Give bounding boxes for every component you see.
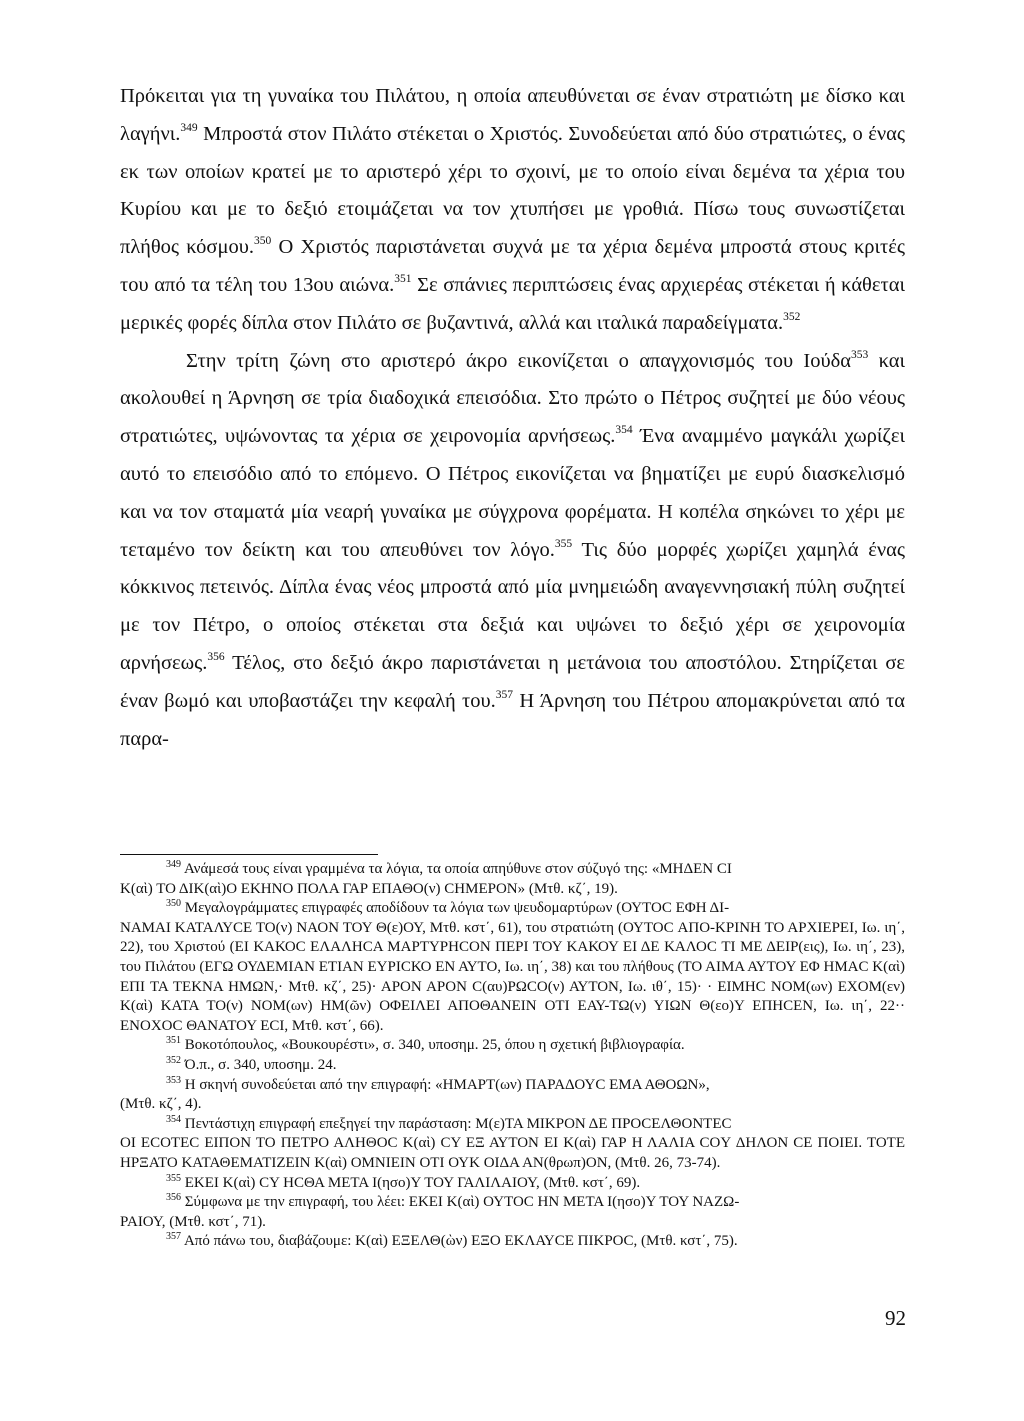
footnote-text-cont: ΝΑΜΑΙ ΚΑΤΑΛΥCΕ ΤΟ(ν) ΝΑΟΝ ΤΟΥ Θ(ε)ΟΥ, Μτθ. κστ΄, 61), του στρατιώτη (ΟΥΤΟC ΑΠΟ-ΚΡΙΝΗ ΤΟ ΑΡΧΙΕΡΕΙ, Ιω. ιη΄, 22), του Χριστού (ΕΙ ΚΑΚΟC ΕΛΑΛΗCΑ ΜΑΡΤΥΡΗCΟΝ ΠΕΡΙ ΤΟΥ ΚΑΚΟΥ ΕΙ ΔΕ ΚΑΛΟC ΤΙ ΜΕ ΔΕΙΡ(εις), Ιω. ιη΄, 23), του Πιλάτου (ΕΓΩ ΟΥΔΕΜΙΑΝ ΕΤΙΑΝ ΕΥΡΙCΚΟ ΕΝ ΑΥΤΟ, Ιω. ιη΄, 38) και του πλήθους (ΤΟ ΑΙΜΑ ΑΥΤΟΥ ΕΦ ΗΜΑC Κ(αὶ) ΕΠΙ ΤΑ ΤΕΚΝΑ ΗΜΩΝ,· Μτθ. κζ΄, 25)· ΑΡΟΝ ΑΡΟΝ C(αυ)ΡΩCΟ(ν) ΑΥΤΟΝ, Ιω. ιθ΄, 15)· · ΕΙΜΗC ΝΟΜ(ων) ΕΧΟΜ(εν) Κ(αὶ) ΚΑΤΑ ΤΟ(ν) ΝΟΜ(ων) ΗΜ(ῶν) ΟΦΕΙΛΕΙ ΑΠΟΘΑΝΕΙΝ ΟΤΙ ΕΑΥ-ΤΩ(ν) ΥΙΩΝ Θ(εο)Υ ΕΠΗCΕΝ, Ιω. ιη΄, 22·· ΕΝΟΧΟC ΘΑΝΑΤΟΥ ΕCΙ, Μτθ. κστ΄, 66). bbox=[120, 919, 905, 1034]
footnote-354 bbox=[120, 1115, 905, 1174]
footnote-text-cont: (Μτθ. κζ΄, 4). bbox=[120, 1096, 202, 1113]
paragraph-1 bbox=[120, 78, 905, 343]
footnote-353 bbox=[120, 1076, 905, 1115]
footnote-ref-351[interactable]: 351 bbox=[394, 272, 412, 285]
footnote-ref-352[interactable]: 352 bbox=[783, 310, 801, 323]
footnote-number: 357 bbox=[166, 1231, 181, 1243]
footnote-352 bbox=[120, 1056, 905, 1076]
text-span: Η Άρνηση του Πέτρου απομακρύνεται από τα παρα- bbox=[120, 689, 906, 750]
footnote-text-cont: ΡΑΙΟΥ, (Μτθ. κστ΄, 71). bbox=[120, 1213, 266, 1230]
footnote-number: 355 bbox=[166, 1172, 181, 1184]
footnote-ref-355[interactable]: 355 bbox=[554, 537, 573, 550]
footnote-text-cont: ΟΙ ΕCΟΤΕC ΕΙΠΟΝ ΤΟ ΠΕΤΡΟ ΑΛΗΘΟC Κ(αὶ) CΥ ΕΞ ΑΥΤΟΝ ΕΙ Κ(αὶ) ΓΑΡ Η ΛΑΛΙΑ COY ΔΗΛΟΝ CE ΠΟΙΕΙ. ΤΟΤΕ ΗΡΞΑΤΟ ΚΑΤΑΘΕΜΑΤΙΖΕΙΝ Κ(αὶ) ΟΜΝΙΕΙΝ ΟΤΙ ΟΥΚ ΟΙΔΑ ΑΝ(θρωπ)ΟΝ, (Μτθ. 26, 73-74). bbox=[120, 1135, 905, 1171]
footnote-text: Ανάμεσά τους είναι γραμμένα τα λόγια, τα οποία απηύθυνε στον σύζυγό της: «ΜΗΔΕΝ CI bbox=[183, 861, 732, 877]
footnote-divider bbox=[120, 854, 378, 855]
footnote-text-cont: Κ(αὶ) ΤΟ ΔΙΚ(αὶ)Ο ΕΚΗΝΟ ΠΟΛΑ ΓΑΡ ΕΠΑΘΟ(ν) CHMEPON» (Mτθ. κζ΄, 19). bbox=[120, 880, 618, 897]
text-span: Σε σπάνιες περιπτώσεις ένας αρχιερέας στέκεται ή κάθεται μερικές φορές δίπλα στον Πιλάτο σε βυζαντινά, αλλά και ιταλικά παραδείγματα. bbox=[120, 273, 905, 334]
text-span: Μπροστά στον Πιλάτο στέκεται ο Χριστός. Συνοδεύεται από δύο στρατιώτες, ο ένας εκ των οποίων κρατεί με το αριστερό χέρι το σχοινί, με το οποίο είναι δεμένα τα χέρια του Κυρίου και με το δεξιό ετοιμάζεται να τον χτυπήσει με γροθιά. Πίσω τους συνωστίζεται πλήθος κόσμου. bbox=[120, 122, 905, 259]
text-span: Ένα αναμμένο μαγκάλι χωρίζει αυτό το επεισόδιο από το επόμενο. Ο Πέτρος εικονίζεται να βηματίζει με ευρύ διασκελισμό και να τον σταματά μία νεαρή γυναίκα με σύγχρονα φορέματα. Η κοπέλα σηκώνει το χέρι με τεταμένο τον δείκτη και του απευθύνει τον λόγο. bbox=[120, 425, 905, 561]
footnote-number: 352 bbox=[166, 1054, 181, 1066]
text-span: Στην τρίτη ζώνη στο αριστερό άκρο εικονίζεται ο απαγχονισμός του Ιούδα bbox=[186, 349, 852, 372]
footnote-text: Βοκοτόπουλος, «Βουκουρέστι», σ. 340, υποσημ. 25, όπου η σχετική βιβλιογραφία. bbox=[184, 1037, 685, 1054]
footnote-350 bbox=[120, 899, 905, 1036]
text-span: Τις δύο μορφές χωρίζει χαμηλά ένας κόκκινος πετεινός. Δίπλα ένας νέος μπροστά από μία μνημειώδη αναγεννησιακή πύλη συζητεί με τον Πέτρο, ο οποίος στέκεται στα δεξιά και υψώνει το δεξιό χέρι σε χειρονομία αρνήσεως. bbox=[120, 538, 905, 674]
text-span: Ο Χριστός παριστάνεται συχνά με τα χέρια δεμένα μπροστά στους κριτές του από τα τέλη του 13ου αιώνα. bbox=[120, 236, 905, 296]
text-span: Πρόκειται για τη γυναίκα του Πιλάτου, η οποία απευθύνεται σε έναν στρατιώτη με δίσκο και λαγήνι. bbox=[120, 85, 905, 145]
footnote-number: 356 bbox=[166, 1192, 181, 1204]
footnote-ref-350[interactable]: 350 bbox=[253, 235, 272, 248]
footnote-text: Πεντάστιχη επιγραφή επεξηγεί την παράσταση: Μ(ε)ΤΑ ΜΙΚΡΟΝ ΔΕ ΠΡΟCΕΛΘΟΝΤΕC bbox=[184, 1115, 732, 1132]
footnote-number: 354 bbox=[166, 1113, 181, 1125]
footnote-356 bbox=[120, 1193, 905, 1232]
footnote-text: ΕΚΕΙ Κ(αὶ) CΥ ΗCΘΑ ΜΕΤΑ Ι(ησο)Υ ΤΟΥ ΓΑΛΙΛΑΙΟΥ, (Μτθ. κστ΄, 69). bbox=[184, 1174, 641, 1191]
text-span: και ακολουθεί η Άρνηση σε τρία διαδοχικά επεισόδια. Στο πρώτο ο Πέτρος συζητεί με δύο νέους στρατιώτες, υψώνοντας τα χέρια σε χειρονομία αρνήσεως. bbox=[120, 349, 906, 448]
footnote-number: 353 bbox=[166, 1074, 181, 1086]
footnote-number: 351 bbox=[166, 1035, 181, 1047]
footnote-ref-356[interactable]: 356 bbox=[207, 650, 225, 663]
page-number: 92 bbox=[885, 1306, 906, 1330]
text-span: Τέλος, στο δεξιό άκρο παριστάνεται η μετάνοια του αποστόλου. Στηρίζεται σε έναν βωμό και υποβαστάζει την κεφαλή του. bbox=[120, 651, 905, 712]
footnote-text: Από πάνω του, διαβάζουμε: Κ(αὶ) ΕΞΕΛΘ(ὼν) ΕΞΟ ΕΚΛΑΥCΕ ΠΙΚΡΟC, (Μτθ. κστ΄, 75). bbox=[183, 1233, 738, 1250]
footnote-text: Μεγαλογράμματες επιγραφές αποδίδουν τα λόγια των ψευδομαρτύρων (ΟΥΤΟC ΕΦΗ ΔΙ- bbox=[184, 900, 730, 917]
footnote-355 bbox=[120, 1174, 905, 1194]
footnote-text: Η σκηνή συνοδεύεται από την επιγραφή: «ΗΜΑΡΤ(ων) ΠΑΡΑΔΟΥC ΕΜΑ ΑΘΟΩΝ», bbox=[184, 1076, 710, 1093]
footnote-ref-357[interactable]: 357 bbox=[495, 688, 514, 701]
footnote-351 bbox=[120, 1036, 905, 1056]
footnote-357 bbox=[120, 1232, 905, 1252]
footnote-text: Σύμφωνα με την επιγραφή, του λέει: ΕΚΕΙ Κ(αὶ) ΟΥΤΟC ΗΝ ΜΕΤΑ Ι(ησο)Υ ΤΟΥ ΝΑΖΩ- bbox=[184, 1194, 740, 1211]
footnote-ref-349[interactable]: 349 bbox=[180, 121, 198, 134]
footnote-text: Ό.π., σ. 340, υποσημ. 24. bbox=[184, 1056, 337, 1073]
paragraph-2 bbox=[120, 343, 905, 759]
footnote-number: 350 bbox=[166, 898, 181, 910]
footnote-ref-353[interactable]: 353 bbox=[851, 348, 869, 361]
footnotes-section bbox=[120, 860, 905, 1252]
main-text bbox=[120, 78, 905, 758]
footnote-number: 349 bbox=[166, 859, 181, 870]
footnote-ref-354[interactable]: 354 bbox=[615, 424, 633, 437]
footnote-349 bbox=[120, 860, 905, 899]
